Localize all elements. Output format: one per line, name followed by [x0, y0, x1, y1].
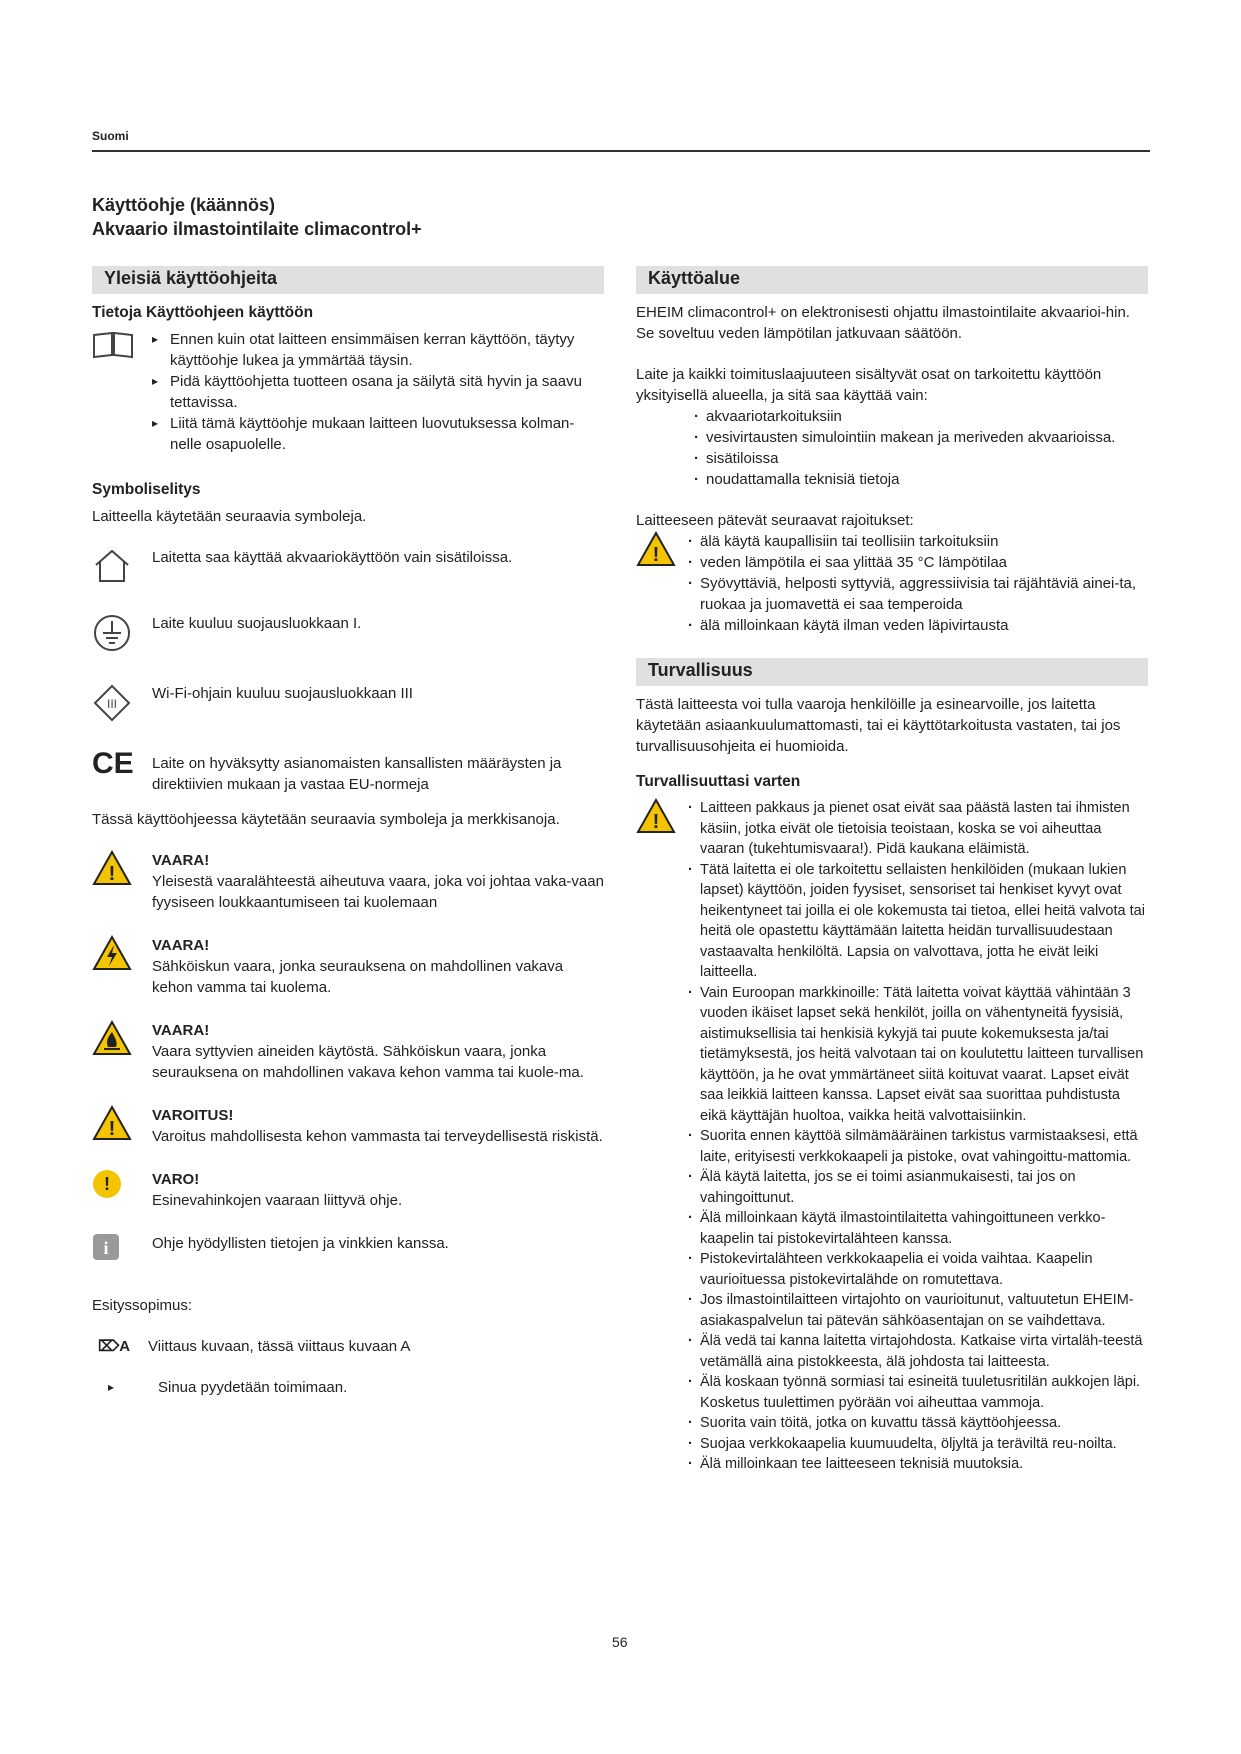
conventions-label: Esityssopimus: [92, 1297, 193, 1314]
signal-words-intro: Tässä käyttöohjeessa käytetään seuraavia symboleja ja merkkisanoja. [92, 811, 560, 828]
list-item: · Älä milloinkaan tee laitteeseen teknisiä muutoksia. [688, 1454, 1148, 1475]
title-line-2: Akvaario ilmastointilaite climacontrol+ [92, 219, 422, 239]
symbol-class1 [92, 613, 604, 653]
header-rule [92, 150, 1150, 152]
subheading-for-your-safety: Turvallisuuttasi varten [636, 773, 801, 790]
signal-text: Sähköiskun vaara, jonka seurauksena on mahdollinen vakava kehon vamma tai kuolema. [152, 958, 564, 996]
info-icon [92, 1233, 152, 1261]
right-column [636, 266, 1148, 1475]
restrictions-intro: Laitteeseen pätevät seuraavat rajoitukset: [636, 512, 914, 529]
list-item: · Suorita ennen käyttöä silmämääräinen tarkistus varmistaaksesi, että laite, erityisesti verkkokaapeli ja pistoke, ovat vahingoittu-mattomia. [688, 1126, 1148, 1167]
manual-block [92, 329, 604, 455]
action-arrow-icon: ▸ [108, 1380, 115, 1394]
list-item: · älä käytä kaupallisiin tai teollisiin tarkoituksiin [688, 531, 1148, 552]
ce-mark-icon: CE [92, 747, 134, 780]
book-icon [92, 329, 152, 359]
safety-block [636, 798, 1148, 1475]
warning-caution [92, 1105, 604, 1147]
symbol-text: Laite on hyväksytty asianomaisten kansallisten määräysten ja direktiivien mukaan ja vastaa EU-normeja [152, 755, 562, 793]
restrictions-list [688, 531, 1148, 636]
signal-text: Ohje hyödyllisten tietojen ja vinkkien kanssa. [152, 1235, 449, 1252]
list-item: · sisätiloissa [694, 448, 1148, 469]
list-item: ▸ Liitä tämä käyttöohje mukaan laitteen luovutuksessa kolman-nelle osapuolelle. [152, 413, 604, 455]
usage-list [694, 406, 1148, 490]
warning-triangle-icon [92, 1105, 152, 1141]
list-item: · Suorita vain töitä, jotka on kuvattu tässä käyttöohjeessa. [688, 1413, 1148, 1434]
safety-intro: Tästä laitteesta voi tulla vaaroja henkilöille ja esinearvoille, jos laitetta käytetään asiaankuulumattomasti, tai ei käyttötarkoitusta vastaten, tai jos turvallisuusohjeita ei huomioida. [636, 696, 1121, 755]
list-item: · noudattamalla teknisiä tietoja [694, 469, 1148, 490]
list-item: ▸ Pidä käyttöohjetta tuotteen osana ja säilytä sitä hyvin ja saavu tettavissa. [152, 371, 604, 413]
signal-word: VARO! [152, 1171, 200, 1188]
list-item: ▸ Ennen kuin otat laitteen ensimmäisen kerran käyttöön, täytyy käyttöohje lukea ja ymmärtää täysin. [152, 329, 604, 371]
exclamation-circle-icon [92, 1169, 152, 1199]
restrictions-block [636, 531, 1148, 636]
safety-list [688, 798, 1148, 1475]
warning-flammable [92, 1020, 604, 1083]
warning-danger [92, 850, 604, 913]
symbol-indoor [92, 547, 604, 583]
list-item: · Pistokevirtalähteen verkkokaapelia ei voida vaihtaa. Kaapelin vaurioituessa pistokevirtalähde on romutettava. [688, 1249, 1148, 1290]
list-item: · Vain Euroopan markkinoille: Tätä laitetta voivat käyttää vähintään 3 vuoden ikäiset lapset sekä henkilöt, joilla on vähentyneitä fyysisiä, aistimuksellisia tai henkisiä kykyjä tai puute kokemuksesta ja/tai tietämyksestä, jos heitä valvotaan tai on koulutettu laitteen turvallisen käyttöön, ja he ovat ymmärtäneet siitä koituvat vaarat. Lapset eivät saa leikkiä laitteen kanssa. Lapset eivät saa suorittaa puhdistusta eikä käyttäjän huoltoa, vaikka heitä valvottaisiinkin. [688, 983, 1148, 1127]
signal-text: Vaara syttyvien aineiden käytöstä. Sähköiskun vaara, jonka seurauksena on mahdollinen vakava kehon vamma tai kuole-ma. [152, 1043, 584, 1081]
title-line-1: Käyttöohje (käännös) [92, 195, 276, 215]
warning-electric [92, 935, 604, 998]
signal-text: Varoitus mahdollisesta kehon vammasta tai terveydellisestä riskistä. [152, 1128, 603, 1145]
svg-text:!: ! [108, 863, 116, 885]
protective-earth-icon [92, 613, 152, 653]
svg-text:!: ! [104, 1174, 110, 1194]
signal-word: VAARA! [152, 852, 210, 869]
info-note [92, 1233, 604, 1261]
list-item: · älä milloinkaan käytä ilman veden läpivirtausta [688, 615, 1148, 636]
convention-text: Sinua pyydetään toimimaan. [158, 1379, 348, 1396]
list-item: · Jos ilmastointilaitteen virtajohto on vaurioitunut, valtuutetun EHEIM-asiakaspalvelun tai pätevän sähköasentajan on se vaihdettava. [688, 1290, 1148, 1331]
svg-text:!: ! [108, 1118, 116, 1140]
warning-triangle-icon [92, 850, 152, 886]
symbol-text: Laitetta saa käyttää akvaariokäyttöön vain sisätiloissa. [152, 549, 513, 566]
symbol-text: Laite kuuluu suojausluokkaan I. [152, 615, 362, 632]
warning-notice [92, 1169, 604, 1211]
warning-triangle-icon [636, 531, 688, 573]
house-icon [92, 547, 152, 583]
list-item: · Suojaa verkkokaapelia kuumuudelta, öljyltä ja teräviltä reu-noilta. [688, 1434, 1148, 1455]
list-item: · Laitteen pakkaus ja pienet osat eivät saa päästä lasten tai ihmisten käsiin, jotka eivät ole tietoisia teoistaan, koska se voi aiheuttaa vaaran (tukehtumisvaara!). Pidä kaukana eläimistä. [688, 798, 1148, 860]
section-heading-safety: Turvallisuus [636, 658, 1148, 686]
section-heading-general: Yleisiä käyttöohjeita [92, 266, 604, 294]
section-heading-usage: Käyttöalue [636, 266, 1148, 294]
subheading-symbols: Symboliselitys [92, 481, 201, 498]
electric-hazard-icon [92, 935, 152, 971]
svg-text:III: III [106, 697, 118, 711]
language-label: Suomi [92, 129, 129, 143]
document-title [92, 193, 422, 241]
list-item: · Tätä laitetta ei ole tarkoitettu sellaisten henkilöiden (mukaan lukien lapset) käyttöön, joiden fyysiset, sensoriset tai henkiset kyvyt ovat heikentyneet tai joilla ei ole kokemusta tai tietoa, ellei heitä valvota tai heitä ole opastettu käyttämään laitetta heidän turvallisuudestaan vastaavalta henkilöltä. Lapsia on valvottava, jotta he eivät leiki laitteella. [688, 860, 1148, 983]
signal-word: VAROITUS! [152, 1107, 234, 1124]
list-item: · Älä milloinkaan käytä ilmastointilaitetta vahingoittuneen verkko-kaapelin tai pistokevirtalähteen kanssa. [688, 1208, 1148, 1249]
symbol-text: Wi-Fi-ohjain kuuluu suojausluokkaan III [152, 685, 413, 702]
list-item: · akvaariotarkoituksiin [694, 406, 1148, 427]
svg-text:i: i [103, 1238, 109, 1258]
usage-scope: Laite ja kaikki toimituslaajuuteen sisältyvät osat on tarkoitettu käyttöön yksityisellä alueella, ja sitä saa käyttää vain: [636, 366, 1102, 404]
convention-figure [92, 1336, 604, 1357]
usage-intro: EHEIM climacontrol+ on elektronisesti ohjattu ilmastointilaite akvaarioi-hin. Se soveltuu veden lämpötilan jatkuvaan säätöön. [636, 304, 1130, 342]
signal-word: VAARA! [152, 937, 210, 954]
manual-list [152, 329, 604, 455]
left-column [92, 266, 604, 1398]
flammable-icon [92, 1020, 152, 1056]
figure-reference-icon: ⌦A [98, 1338, 131, 1355]
symbols-intro: Laitteella käytetään seuraavia symboleja. [92, 508, 367, 525]
warning-triangle-icon [636, 798, 688, 840]
signal-text: Yleisestä vaaralähteestä aiheutuva vaara, joka voi johtaa vaka-vaan fyysiseen loukkaantumiseen tai kuolemaan [152, 873, 604, 911]
list-item: · Syövyttäviä, helposti syttyviä, aggressiivisia tai räjähtäviä ainei-ta, ruokaa ja juomavettä ei saa temperoida [688, 573, 1148, 615]
page-number: 56 [612, 1634, 628, 1650]
svg-text:!: ! [652, 544, 660, 566]
convention-text: Viittaus kuvaan, tässä viittaus kuvaan A [148, 1338, 411, 1355]
svg-text:!: ! [652, 811, 660, 833]
symbol-class3 [92, 683, 604, 723]
list-item: · Älä vedä tai kanna laitetta virtajohdosta. Katkaise virta virtaläh-teestä vetämällä aina pistokkeesta, älä johdosta tai laitteesta. [688, 1331, 1148, 1372]
list-item: · vesivirtausten simulointiin makean ja meriveden akvaarioissa. [694, 427, 1148, 448]
symbol-ce [92, 747, 604, 795]
list-item: · Älä koskaan työnnä sormiasi tai esineitä tuuletusritilän aukkojen läpi. Kosketus tuulettimen pyörään voi aiheuttaa vammoja. [688, 1372, 1148, 1413]
convention-action [92, 1377, 604, 1398]
class-three-icon [92, 683, 152, 723]
signal-text: Esinevahinkojen vaaraan liittyvä ohje. [152, 1192, 403, 1209]
signal-word: VAARA! [152, 1022, 210, 1039]
list-item: · Älä käytä laitetta, jos se ei toimi asianmukaisesti, tai jos on vahingoittunut. [688, 1167, 1148, 1208]
subheading-about-manual: Tietoja Käyttöohjeen käyttöön [92, 304, 314, 321]
list-item: · veden lämpötila ei saa ylittää 35 °C lämpötilaa [688, 552, 1148, 573]
